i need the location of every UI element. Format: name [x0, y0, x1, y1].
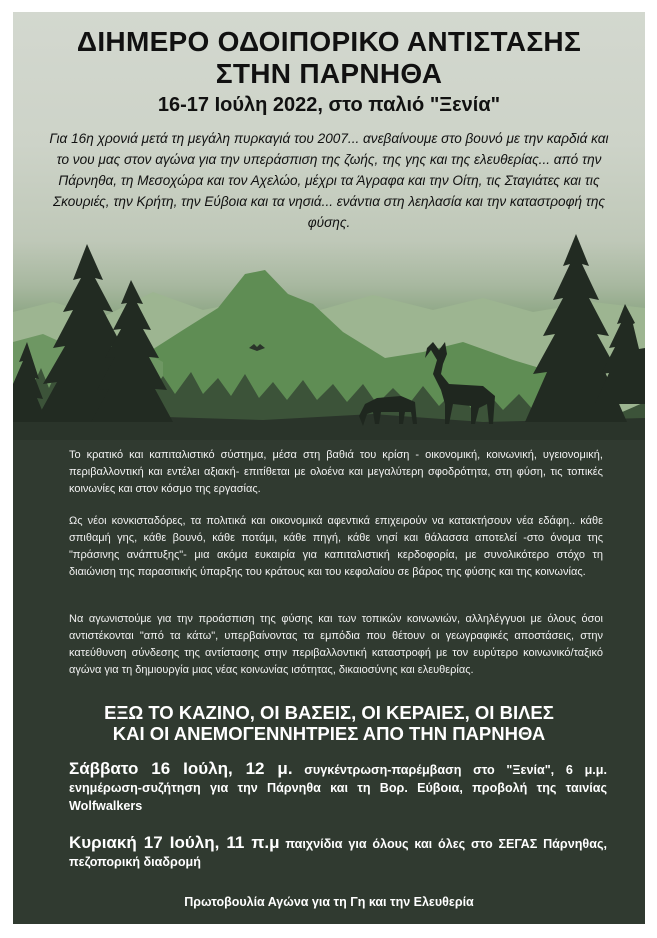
event-saturday-when: Σάββατο 16 Ιούλη, 12 μ.: [69, 759, 293, 778]
poster-title: [13, 26, 645, 90]
event-saturday: [69, 760, 607, 815]
slogan-line-2: ΚΑΙ ΟΙ ΑΝΕΜΟΓΕΝΝΗΤΡΙΕΣ ΑΠΟ ΤΗΝ ΠΑΡΝΗΘΑ: [112, 723, 546, 744]
slogan: [13, 702, 645, 744]
body-paragraph-2: Ως νέοι κονκισταδόρες, τα πολιτικά και οικονομικά αφεντικά επιχειρούν να κατακτήσουν νέα εδάφη.. κάθε σπιθαμή γης, κάθε βουνό, κάθε ποτάμι, κάθε πηγή, κάθε νησί και θάλασσα αποτελεί -στο όνομα της "πράσινης ανάπτυξης"- μια ακόμα ευκαιρία για καπιταλιστική κερδοφορία, με συνολικότερο στόχο τη διαιώνιση της παρασιτικής ύπαρξης του κράτους και του κεφαλαίου σε βάρος της φύσης και της κοινωνίας.: [69, 515, 603, 578]
event-sunday-when: Κυριακή 17 Ιούλη, 11 π.μ: [69, 833, 280, 852]
body-paragraph-1: Το κρατικό και καπιταλιστικό σύστημα, μέσα στη βαθιά του κρίση - οικονομική, κοινωνική, υγειονομική, περιβαλλοντική και εντέλει αξιακή- επιτίθεται με ολοένα και μεγαλύτερη σφοδρότητα, στη φύση, τις τοπικές κοινωνίες και στον κόσμο της εργασίας.: [69, 449, 603, 495]
event-saturday-details: συγκέντρωση-παρέμβαση στο "Ξενία", 6 μ.μ. ενημέρωση-συζήτηση για την Πάρνηθα και τη Βορ. Εύβοια, προβολή της ταινίας Wolfwalkers: [69, 763, 607, 813]
slogan-line-1: ΕΞΩ ΤΟ ΚΑΖΙΝΟ, ΟΙ ΒΑΣΕΙΣ, ΟΙ ΚΕΡΑΙΕΣ, ΟΙ ΒΙΛΕΣ: [104, 702, 554, 723]
event-date-subtitle: 16-17 Ιούλη 2022, στο παλιό "Ξενία": [157, 94, 501, 116]
title-line-2: ΣΤΗΝ ΠΑΡΝΗΘΑ: [215, 58, 443, 89]
organizer-footer: Πρωτοβουλία Αγώνα για τη Γη και την Ελευθερία: [184, 895, 474, 909]
event-sunday: [69, 834, 607, 871]
event-sunday-details: παιχνίδια για όλους και όλες στο ΣΕΓΑΣ Πάρνηθας, πεζοπορική διαδρομή: [69, 837, 608, 869]
poster: [13, 12, 645, 924]
title-line-1: ΔΙΗΜΕΡΟ ΟΔΟΙΠΟΡΙΚΟ ΑΝΤΙΣΤΑΣΗΣ: [76, 26, 582, 57]
body-paragraph-3: Να αγωνιστούμε για την προάσπιση της φύσης και των τοπικών κοινωνιών, αλληλέγγυοι με όλους όσοι αντιστέκονται "από τα κάτω", υπερβαίνοντας τα εμπόδια που θέτουν οι γεωγραφικές αποστάσεις, στην κατεύθυνση σύνδεσης της αντίστασης στην περιβαλλοντική καταστροφή με τον ευρύτερο κοινωνικό/ταξικό αγώνα για τη δημιουργία μιας νέας κοινωνίας ισότητας, δικαιοσύνης και ελευθερίας.: [69, 613, 603, 676]
intro-text: Για 16η χρονιά μετά τη μεγάλη πυρκαγιά του 2007... ανεβαίνουμε στο βουνό με την καρδιά και το νου μας στον αγώνα για την υπεράσπιση της ζωής, της γης και της ελευθερίας... από την Πάρνηθα, τη Μεσοχώρα και τον Αχελώο, μέχρι τα Άγραφα και την Οίτη, τις Σταγιάτες και τις Σκουριές, την Κρήτη, την Εύβοια και τα νησιά... ενάντια στη λεηλασία και την καταστροφή της φύσης.: [49, 131, 609, 230]
